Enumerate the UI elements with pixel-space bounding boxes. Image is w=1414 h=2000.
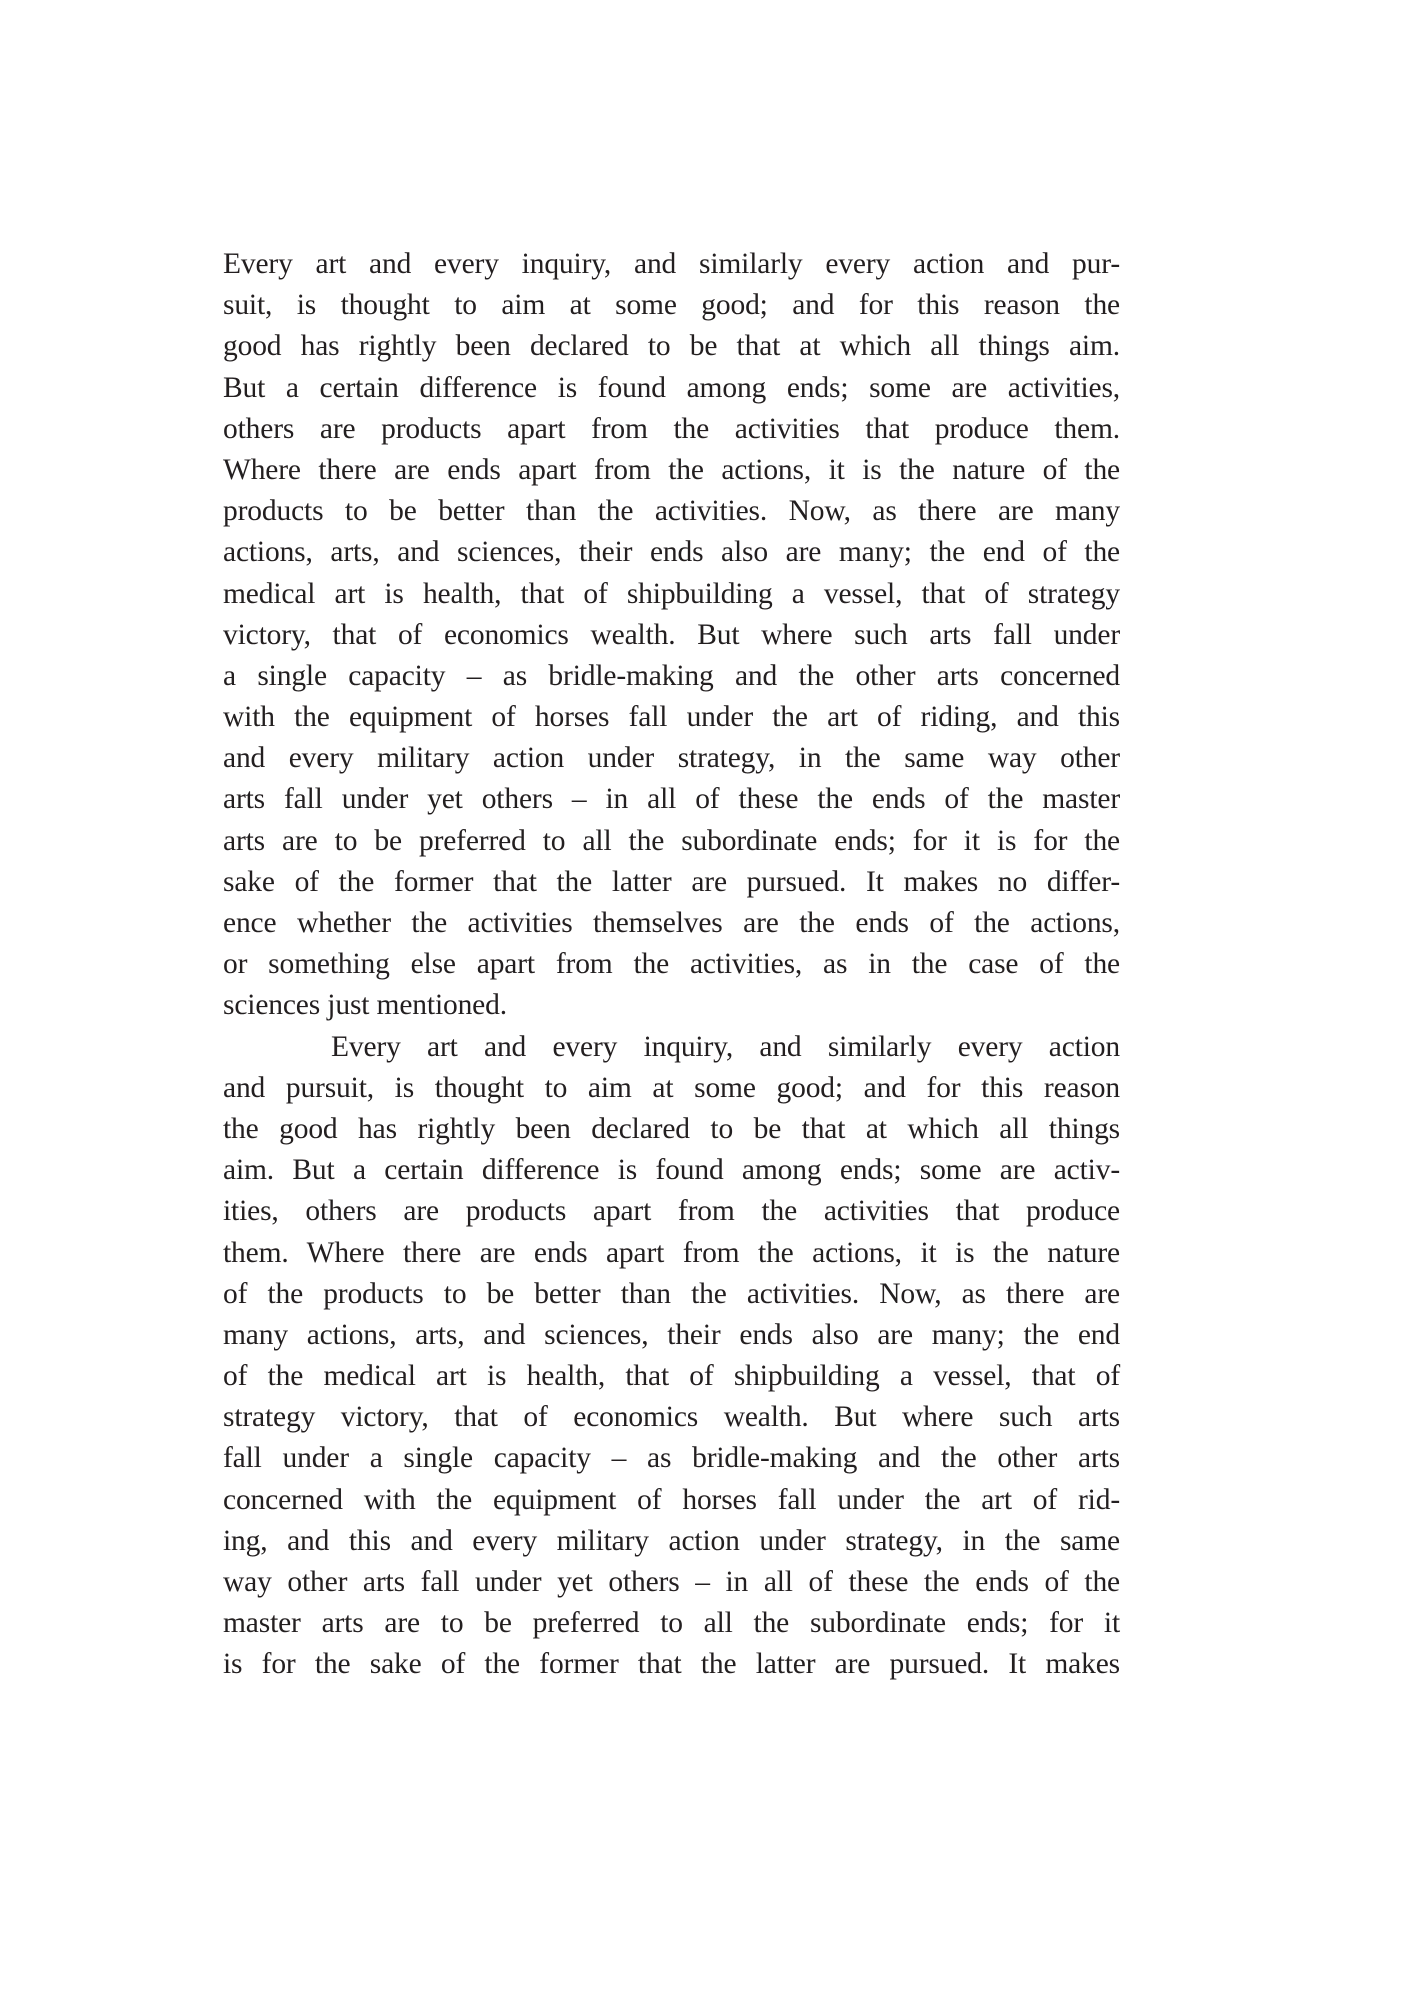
text-line: and every military action under strategy, in the same way other <box>223 742 1120 775</box>
text-line: others are products apart from the activities that produce them. <box>223 412 1120 445</box>
text-line: of the medical art is health, that of shipbuilding a vessel, that of <box>223 1360 1120 1393</box>
text-line: and pursuit, is thought to aim at some good; and for this reason <box>223 1071 1120 1104</box>
text-line: ing, and this and every military action under strategy, in the same <box>223 1524 1120 1557</box>
paragraph-1 <box>223 244 1120 1027</box>
text-line: of the products to be better than the activities. Now, as there are <box>223 1277 1120 1310</box>
text-line: ence whether the activities themselves are the ends of the actions, <box>223 907 1120 939</box>
text-line: fall under a single capacity – as bridle-making and the other arts <box>223 1442 1120 1475</box>
text-line: products to be better than the activities. Now, as there are many <box>223 495 1120 528</box>
text-line: sciences just mentioned. <box>223 989 507 1022</box>
text-line: strategy victory, that of economics wealth. But where such arts <box>223 1401 1120 1434</box>
text-line: Every art and every inquiry, and similarly every action <box>331 1030 1120 1063</box>
text-line: way other arts fall under yet others – in all of these the ends of the <box>223 1566 1120 1598</box>
text-line: the good has rightly been declared to be that at which all things <box>223 1112 1120 1145</box>
text-line: aim. But a certain difference is found among ends; some are activ- <box>223 1154 1120 1187</box>
document-page <box>223 244 1120 1686</box>
text-line: medical art is health, that of shipbuilding a vessel, that of strategy <box>223 577 1120 610</box>
text-line: Where there are ends apart from the actions, it is the nature of the <box>223 453 1120 486</box>
text-line: sake of the former that the latter are pursued. It makes no differ- <box>223 865 1120 898</box>
text-line: many actions, arts, and sciences, their ends also are many; the end <box>223 1318 1120 1351</box>
text-line: victory, that of economics wealth. But where such arts fall under <box>223 618 1120 651</box>
text-line: a single capacity – as bridle-making and the other arts concerned <box>223 659 1120 692</box>
text-line: ities, others are products apart from the activities that produce <box>223 1195 1120 1228</box>
text-line: them. Where there are ends apart from the actions, it is the nature <box>223 1236 1120 1269</box>
text-line: with the equipment of horses fall under the art of riding, and this <box>223 701 1120 734</box>
text-line: master arts are to be preferred to all the subordinate ends; for it <box>223 1607 1120 1640</box>
text-line: Every art and every inquiry, and similarly every action and pur- <box>223 248 1120 280</box>
text-line: actions, arts, and sciences, their ends also are many; the end of the <box>223 536 1120 569</box>
text-line: But a certain difference is found among ends; some are activities, <box>223 371 1120 404</box>
text-line: is for the sake of the former that the latter are pursued. It makes <box>223 1648 1120 1681</box>
text-line: or something else apart from the activities, as in the case of the <box>223 948 1120 981</box>
text-line: concerned with the equipment of horses fall under the art of rid- <box>223 1483 1120 1516</box>
text-line: suit, is thought to aim at some good; and for this reason the <box>223 289 1120 322</box>
paragraph-2 <box>223 1027 1120 1686</box>
text-line: arts fall under yet others – in all of these the ends of the master <box>223 783 1120 816</box>
text-line: good has rightly been declared to be that at which all things aim. <box>223 330 1120 363</box>
text-line: arts are to be preferred to all the subordinate ends; for it is for the <box>223 824 1120 857</box>
